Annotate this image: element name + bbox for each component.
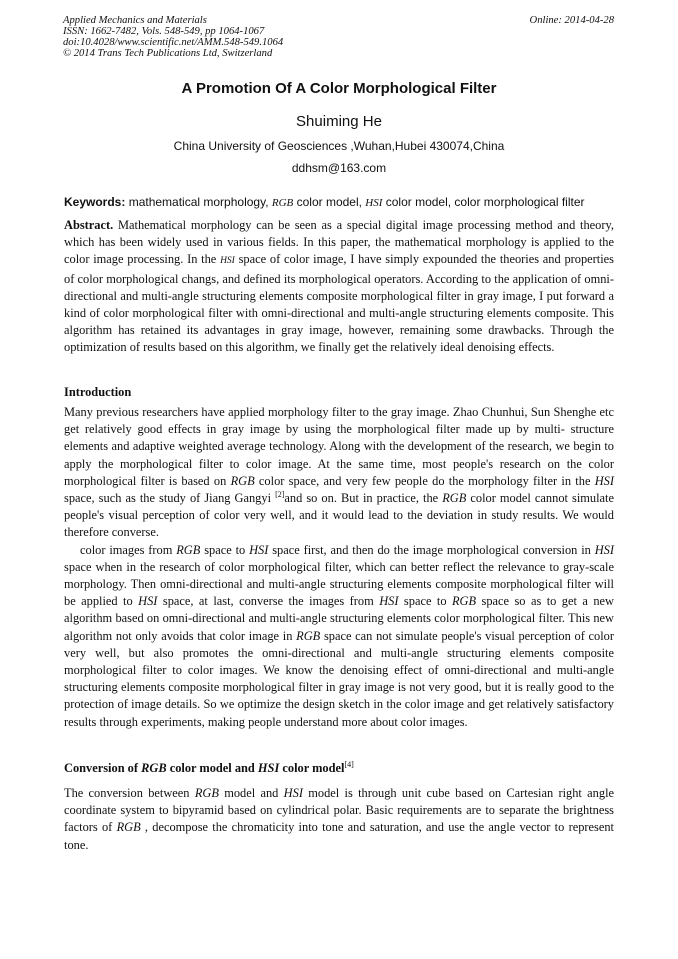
affiliation: China University of Geosciences ,Wuhan,Hubei 430074,China xyxy=(173,139,505,153)
journal-header xyxy=(63,15,614,59)
keywords-text: mathematical morphology, xyxy=(125,195,272,209)
online-date: Online: 2014-04-28 xyxy=(529,15,614,26)
intro-paragraph-1: Many previous researchers have applied morphology filter to the gray image. Zhao Chunhui, Sun Shenghe etc get relatively good effects in gray image by using the morphological filter made up by multi- structure elements and adaptive weighted average technology. Along with the development of the research, we begin to apply the morphological filter to color image. At the same time, most people's research on the color morphological filter is based on RGB color space, and very few people do the morphology filter in the HSI space, such as the study of Jiang Gangyi [2]and so on. But in practice, the RGB color model cannot simulate people's visual perception of color very well, and it would lead to the deviation in study results. We would therefore converse. xyxy=(64,405,614,540)
keywords-text: color model, color morphological filter xyxy=(382,195,585,209)
keywords-label: Keywords: xyxy=(64,195,126,209)
doi-line: doi:10.4028/www.scientific.net/AMM.548-549.1064 xyxy=(63,37,284,48)
keyword-rgb: RGB xyxy=(271,197,294,209)
abstract-hsi: HSI xyxy=(220,256,235,267)
introduction-body xyxy=(64,404,614,731)
citation-4: [4] xyxy=(344,759,354,769)
conversion-heading: Conversion of RGB color model and HSI color model[4] xyxy=(64,759,354,775)
abstract-text: space of color image, I have simply expounded the theories and properties of color morphological changs, and defined its morphological operators. According to the application of omni-directional and multi-angle structuring elements composite morphological filter in gray image, I put forward a kind of color morphological filter with omni-directional and multi-angle structuring elements composite. This algorithm has retained its advantages in gray image, however, remaining some drawbacks. Through the optimization of results based on this algorithm, we finally get the relatively ideal denoising effects. xyxy=(64,252,614,355)
issn-line: ISSN: 1662-7482, Vols. 548-549, pp 1064-1067 xyxy=(63,26,265,37)
citation-2: [2] xyxy=(275,489,285,499)
keywords-text: color model, xyxy=(293,195,366,209)
keywords xyxy=(64,195,618,209)
abstract-label: Abstract. xyxy=(64,218,114,232)
keyword-hsi: HSI xyxy=(365,197,383,209)
introduction-heading: Introduction xyxy=(64,385,132,399)
journal-name: Applied Mechanics and Materials xyxy=(63,15,207,26)
conversion-body: The conversion between RGB model and HSI model is through unit cube based on Cartesian right angle coordinate system to bipyramid based on cylindrical polar. Basic requirements are to separate the brightness factors of RGB , decompose the chromaticity into tone and saturation, and use the angle vector to represent tone. xyxy=(64,786,615,852)
abstract xyxy=(64,217,614,357)
paper-title: A Promotion Of A Color Morphological Filter xyxy=(181,80,497,97)
intro-paragraph-2: color images from RGB space to HSI space first, and then do the image morphological conversion in HSI space when in the research of color morphological filter, which can better reflect the relevance to gray-scale morphology. Then omni-directional and multi-angle structuring elements composite morphological filter will be applied to HSI space, at last, converse the images from HSI space to RGB space so as to get a new algorithm based on omni-directional and multi-angle structuring elements color morphological filter. This new algorithm not only avoids that color image in RGB space can not simulate people's visual perception of color very well, but also promotes the omni-directional and multi-angle structuring elements composite morphological filter to color images. We know the denoising effect of omni-directional and multi-angle structuring elements composite morphological filter in gray image is not very good, but it is really good to the protection of image details. So we optimize the design sketch in the color image and get relatively satisfactory results through experiments, making people understand more about color images. xyxy=(64,542,614,729)
author-name: Shuiming He xyxy=(296,113,382,130)
abstract-text: Mathematical morphology can be seen as a special digital image processing method and theory, which has been widely used in various fields. In this paper, the mathematical morphology is applied to the color image processing. In the xyxy=(64,218,614,267)
author-email: ddhsm@163.com xyxy=(291,161,387,175)
copyright-line: © 2014 Trans Tech Publications Ltd, Switzerland xyxy=(63,48,273,59)
